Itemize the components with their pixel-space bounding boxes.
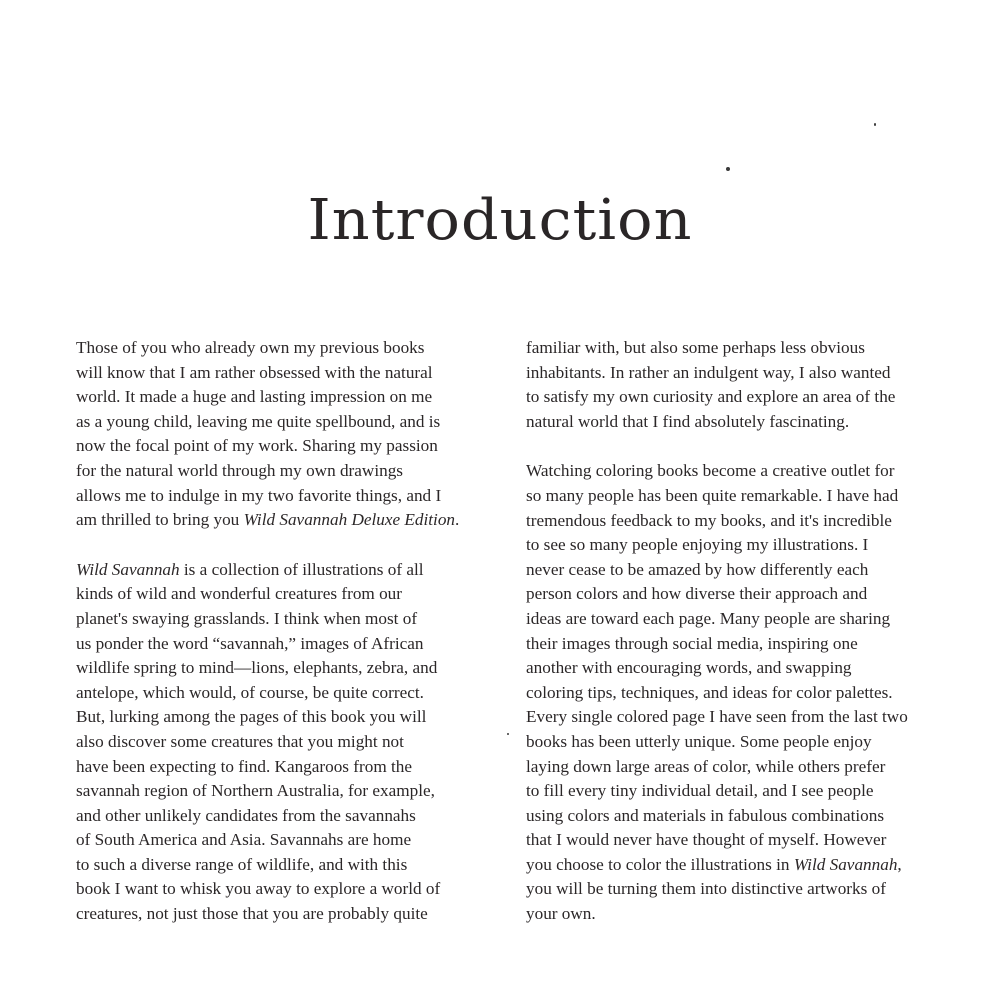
print-speck [874, 123, 876, 126]
print-speck [726, 167, 730, 171]
text-line: ideas are toward each page. Many people are sharing [526, 608, 891, 628]
right-column [526, 336, 966, 952]
text-line: world. It made a huge and lasting impression on me [76, 387, 433, 407]
text-line: to satisfy my own curiosity and explore an area of the [526, 387, 896, 407]
text-line: as a young child, leaving me quite spellbound, and is [76, 411, 441, 431]
text-line: you choose to color the illustrations in Wild Savannah, [526, 854, 902, 874]
text-line: am thrilled to bring you Wild Savannah Deluxe Edition. [76, 510, 460, 530]
text-line: to fill every tiny individual detail, and I see people [526, 781, 874, 801]
text-line: so many people has been quite remarkable. I have had [526, 485, 899, 505]
print-speck [507, 733, 509, 735]
text-line: natural world that I find absolutely fascinating. [526, 411, 850, 431]
paragraph [76, 558, 516, 927]
book-title-italic: Wild Savannah [793, 854, 898, 874]
left-column [76, 336, 516, 952]
text-line: for the natural world through my own drawings [76, 460, 403, 480]
text-line: Watching coloring books become a creative outlet for [526, 461, 895, 481]
book-title-italic: Wild Savannah Deluxe Edition [243, 510, 456, 530]
text-line: tremendous feedback to my books, and it's incredible [526, 510, 892, 530]
text-line: have been expecting to find. Kangaroos from the [76, 756, 412, 776]
text-line: inhabitants. In rather an indulgent way, I also wanted [526, 362, 891, 382]
text-line: savannah region of Northern Australia, for example, [76, 781, 435, 801]
text-line: Those of you who already own my previous books [76, 338, 425, 357]
text-line: book I want to whisk you away to explore a world of [76, 879, 441, 899]
text-line: also discover some creatures that you might not [76, 731, 404, 751]
paragraph [76, 336, 516, 533]
text-line: wildlife spring to mind—lions, elephants, zebra, and [76, 658, 438, 678]
text-line: laying down large areas of color, while others prefer [526, 756, 886, 776]
text-line: and other unlikely candidates from the savannahs [76, 805, 416, 825]
text-line: Wild Savannah is a collection of illustrations of all [76, 559, 424, 579]
page-title: Introduction [307, 187, 693, 253]
text-line: their images through social media, inspiring one [526, 633, 858, 653]
text-line: creatures, not just those that you are probably quite [76, 904, 428, 924]
text-line: will know that I am rather obsessed with the natural [76, 362, 433, 382]
text-line: using colors and materials in fabulous combinations [526, 805, 885, 825]
text-line: coloring tips, techniques, and ideas for color palettes. [526, 682, 893, 702]
text-line: familiar with, but also some perhaps less obvious [526, 338, 865, 357]
text-line: us ponder the word “savannah,” images of African [76, 633, 424, 653]
text-line: to see so many people enjoying my illustrations. I [526, 535, 869, 555]
paragraph [526, 459, 966, 926]
text-line: never cease to be amazed by how differently each [526, 559, 869, 579]
book-title-italic: Wild Savannah [76, 559, 180, 579]
paragraph [526, 336, 966, 434]
text-line: planet's swaying grasslands. I think when most of [76, 608, 418, 628]
text-line: kinds of wild and wonderful creatures from our [76, 584, 402, 604]
text-line: antelope, which would, of course, be quite correct. [76, 682, 424, 702]
text-line: books has been utterly unique. Some people enjoy [526, 731, 872, 751]
text-line: But, lurking among the pages of this book you will [76, 707, 427, 727]
text-line: of South America and Asia. Savannahs are home [76, 830, 412, 850]
text-line: your own. [526, 904, 596, 924]
text-line: to such a diverse range of wildlife, and with this [76, 854, 408, 874]
text-line: you will be turning them into distinctive artworks of [526, 879, 886, 899]
text-line: that I would never have thought of myself. However [526, 830, 887, 850]
text-line: allows me to indulge in my two favorite things, and I [76, 485, 442, 505]
text-line: Every single colored page I have seen from the last two [526, 707, 908, 727]
text-line: person colors and how diverse their approach and [526, 584, 868, 604]
text-line: another with encouraging words, and swapping [526, 658, 852, 678]
text-line: now the focal point of my work. Sharing my passion [76, 436, 438, 456]
